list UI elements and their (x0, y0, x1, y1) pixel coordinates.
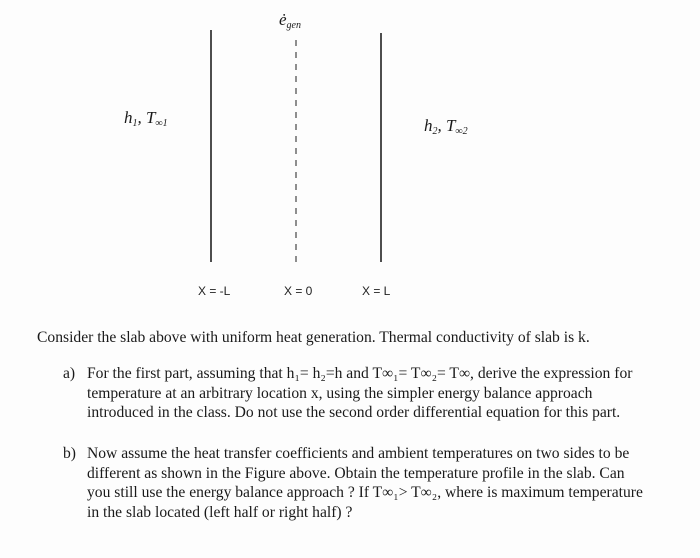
heat-generation-symbol: ė (279, 10, 287, 29)
part-b-marker: b) (63, 445, 76, 462)
part-a-marker: a) (63, 365, 76, 382)
part-a-body (87, 364, 659, 423)
heat-generation-sub: gen (286, 20, 301, 31)
left-convection-label: $h_1$, $T_{\infty 1}$ (124, 108, 168, 129)
problem-intro: Consider the slab above with uniform heat generation. Thermal conductivity of slab is k. (37, 329, 590, 346)
part-a-line: introduced in the class. Do not use the second order differential equation for this part. (87, 404, 621, 422)
x-left-label: X = -L (198, 284, 231, 298)
part-b-line: in the slab located (left half or right half) ? (87, 503, 353, 521)
part-a-line: For the first part, assuming that h₁= h₂=h and T∞₁= T∞₂= T∞, derive the expression for (87, 365, 633, 382)
part-b-body (87, 444, 659, 522)
part-a-line: temperature at an arbitrary location x, using the simpler energy balance approach (87, 384, 593, 402)
part-b-line: Now assume the heat transfer coefficients and ambient temperatures on two sides to be (87, 445, 630, 462)
x-center-label: X = 0 (284, 284, 313, 298)
x-right-label: X = L (362, 284, 391, 298)
heat-generation-label (279, 10, 301, 30)
part-b-line: you still use the energy balance approach ? If T∞₁> T∞₂, where is maximum temperature (87, 484, 643, 502)
part-b-line: different as shown in the Figure above. Obtain the temperature profile in the slab. Can (87, 464, 625, 482)
right-convection-label: $h_2$, $T_{\infty 2}$ (424, 116, 468, 137)
